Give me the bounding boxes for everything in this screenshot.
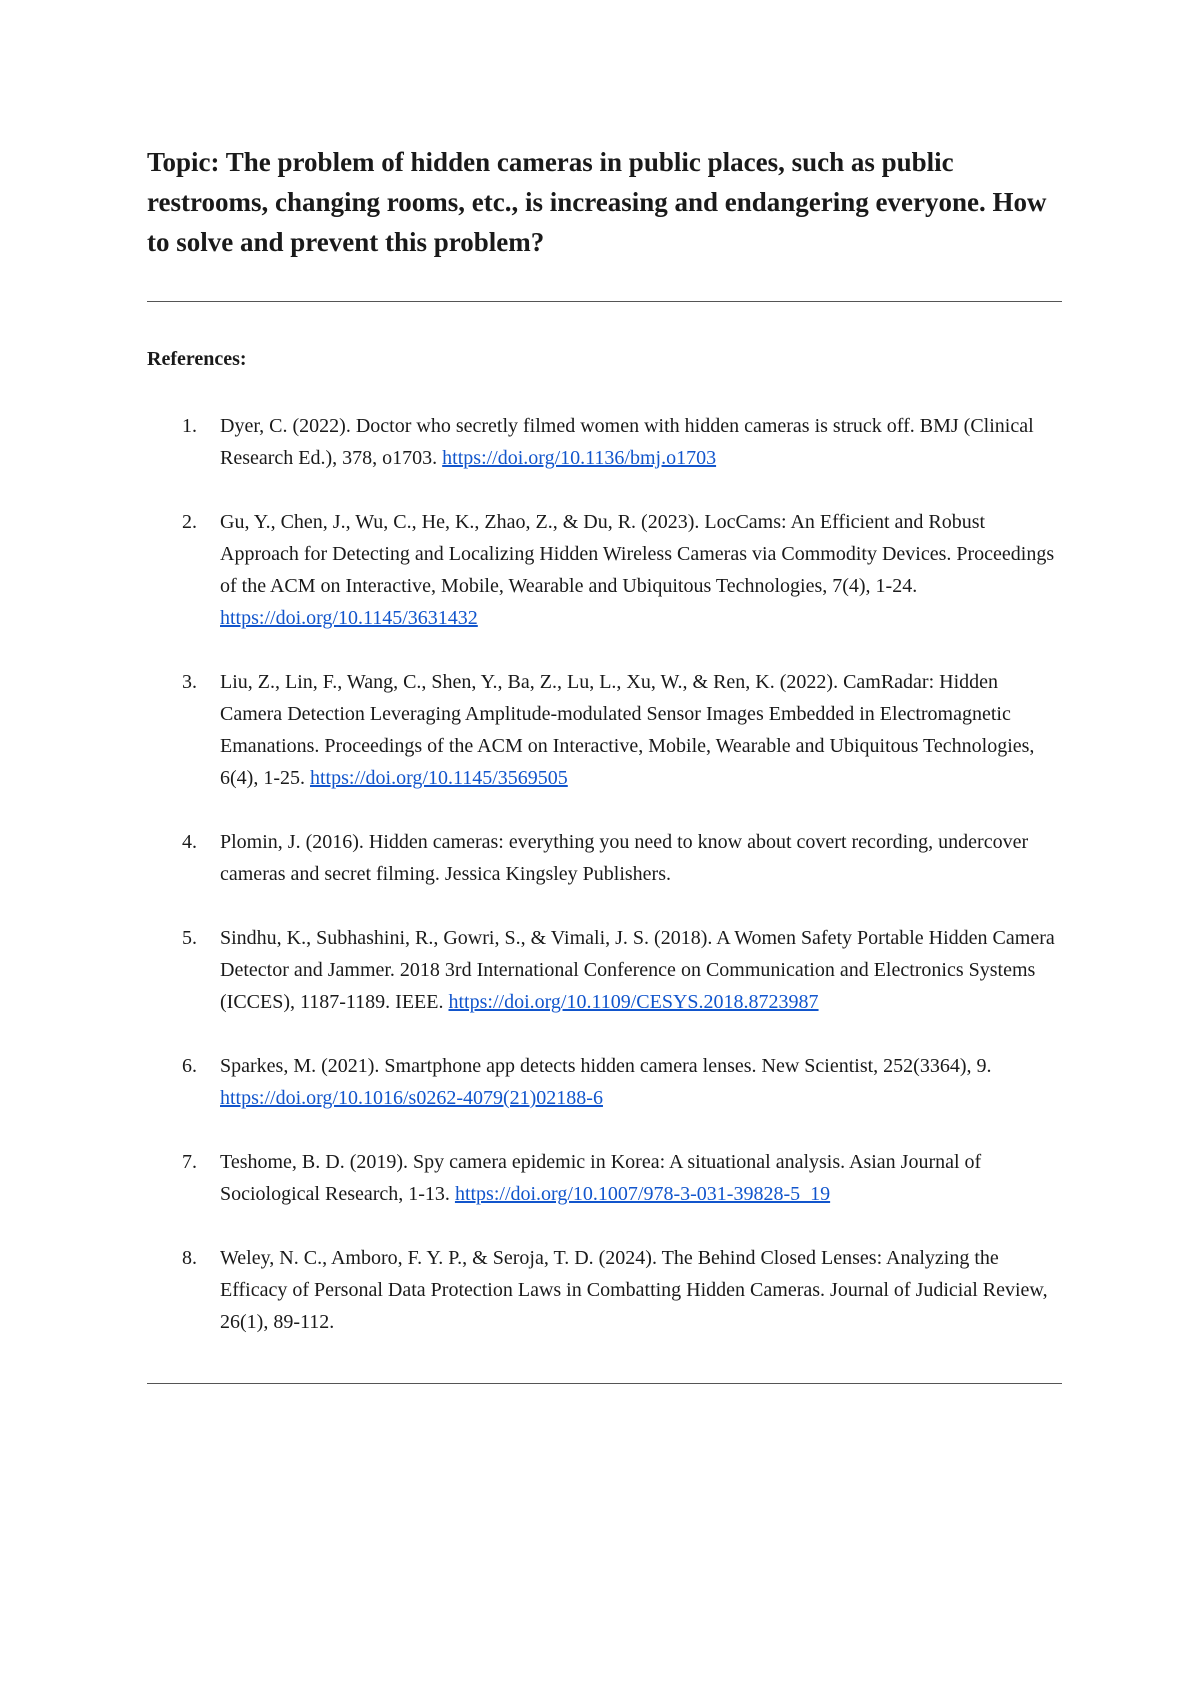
reference-text: Weley, N. C., Amboro, F. Y. P., & Seroja, T. D. (2024). The Behind Closed Lenses: Analyzing the Efficacy of Personal Data Protection Laws in Combatting Hidden Cameras. Journal of Judicial Review, 26(1), 89-112. <box>220 1247 1048 1333</box>
reference-doi-link[interactable]: https://doi.org/10.1145/3631432 <box>220 607 478 629</box>
reference-item <box>147 506 1062 634</box>
reference-item <box>147 1242 1062 1338</box>
reference-doi-link[interactable]: https://doi.org/10.1109/CESYS.2018.8723987 <box>448 991 819 1013</box>
reference-number: 5. <box>182 927 197 949</box>
reference-text: Sindhu, K., Subhashini, R., Gowri, S., & Vimali, J. S. (2018). A Women Safety Portable Hidden Camera Detector and Jammer. 2018 3rd International Conference on Communication and Electronics Systems (ICCES), 1187-1189. IEEE. <box>220 927 1055 1013</box>
reference-text: Liu, Z., Lin, F., Wang, C., Shen, Y., Ba, Z., Lu, L., Xu, W., & Ren, K. (2022). CamRadar: Hidden Camera Detection Leveraging Amplitude-modulated Sensor Images Embedded in Electromagnetic Emanations. Proceedings of the ACM on Interactive, Mobile, Wearable and Ubiquitous Technologies, 6(4), 1-25. <box>220 671 1035 789</box>
reference-doi-link[interactable]: https://doi.org/10.1145/3569505 <box>309 767 568 789</box>
reference-number: 2. <box>182 511 197 533</box>
topic-heading: Topic: The problem of hidden cameras in public places, such as public restrooms, changing rooms, etc., is increasing and endangering everyone. How to solve and prevent this problem? <box>147 147 1047 257</box>
reference-number: 1. <box>182 415 197 437</box>
reference-text: Plomin, J. (2016). Hidden cameras: everything you need to know about covert recording, undercover cameras and secret filming. Jessica Kingsley Publishers. <box>220 831 1029 885</box>
reference-text: Sparkes, M. (2021). Smartphone app detects hidden camera lenses. New Scientist, 252(3364), 9. <box>220 1055 992 1077</box>
reference-text: Gu, Y., Chen, J., Wu, C., He, K., Zhao, Z., & Du, R. (2023). LocCams: An Efficient and Robust Approach for Detecting and Localizing Hidden Wireless Cameras via Commodity Devices. Proceedings of the ACM on Interactive, Mobile, Wearable and Ubiquitous Technologies, 7(4), 1-24. <box>220 511 1055 597</box>
bottom-divider <box>147 1383 1062 1384</box>
reference-item <box>147 922 1062 1018</box>
reference-doi-link[interactable]: https://doi.org/10.1007/978-3-031-39828-5_19 <box>454 1183 831 1205</box>
reference-number: 4. <box>182 831 197 853</box>
reference-number: 8. <box>182 1247 197 1269</box>
reference-text: Dyer, C. (2022). Doctor who secretly filmed women with hidden cameras is struck off. BMJ (Clinical Research Ed.), 378, o1703. <box>220 415 1034 469</box>
document-page <box>147 142 1062 1384</box>
reference-number: 6. <box>182 1055 197 1077</box>
references-list <box>147 410 1062 1338</box>
reference-item <box>147 410 1062 474</box>
reference-item <box>147 666 1062 794</box>
reference-number: 3. <box>182 671 197 693</box>
top-divider <box>147 301 1062 302</box>
reference-item <box>147 1050 1062 1114</box>
reference-number: 7. <box>182 1151 197 1173</box>
reference-text: Teshome, B. D. (2019). Spy camera epidemic in Korea: A situational analysis. Asian Journal of Sociological Research, 1-13. <box>220 1151 982 1205</box>
reference-item <box>147 826 1062 890</box>
reference-item <box>147 1146 1062 1210</box>
references-heading: References: <box>147 348 247 370</box>
reference-doi-link[interactable]: https://doi.org/10.1136/bmj.o1703 <box>442 447 717 469</box>
reference-doi-link[interactable]: https://doi.org/10.1016/s0262-4079(21)02188-6 <box>220 1087 603 1109</box>
